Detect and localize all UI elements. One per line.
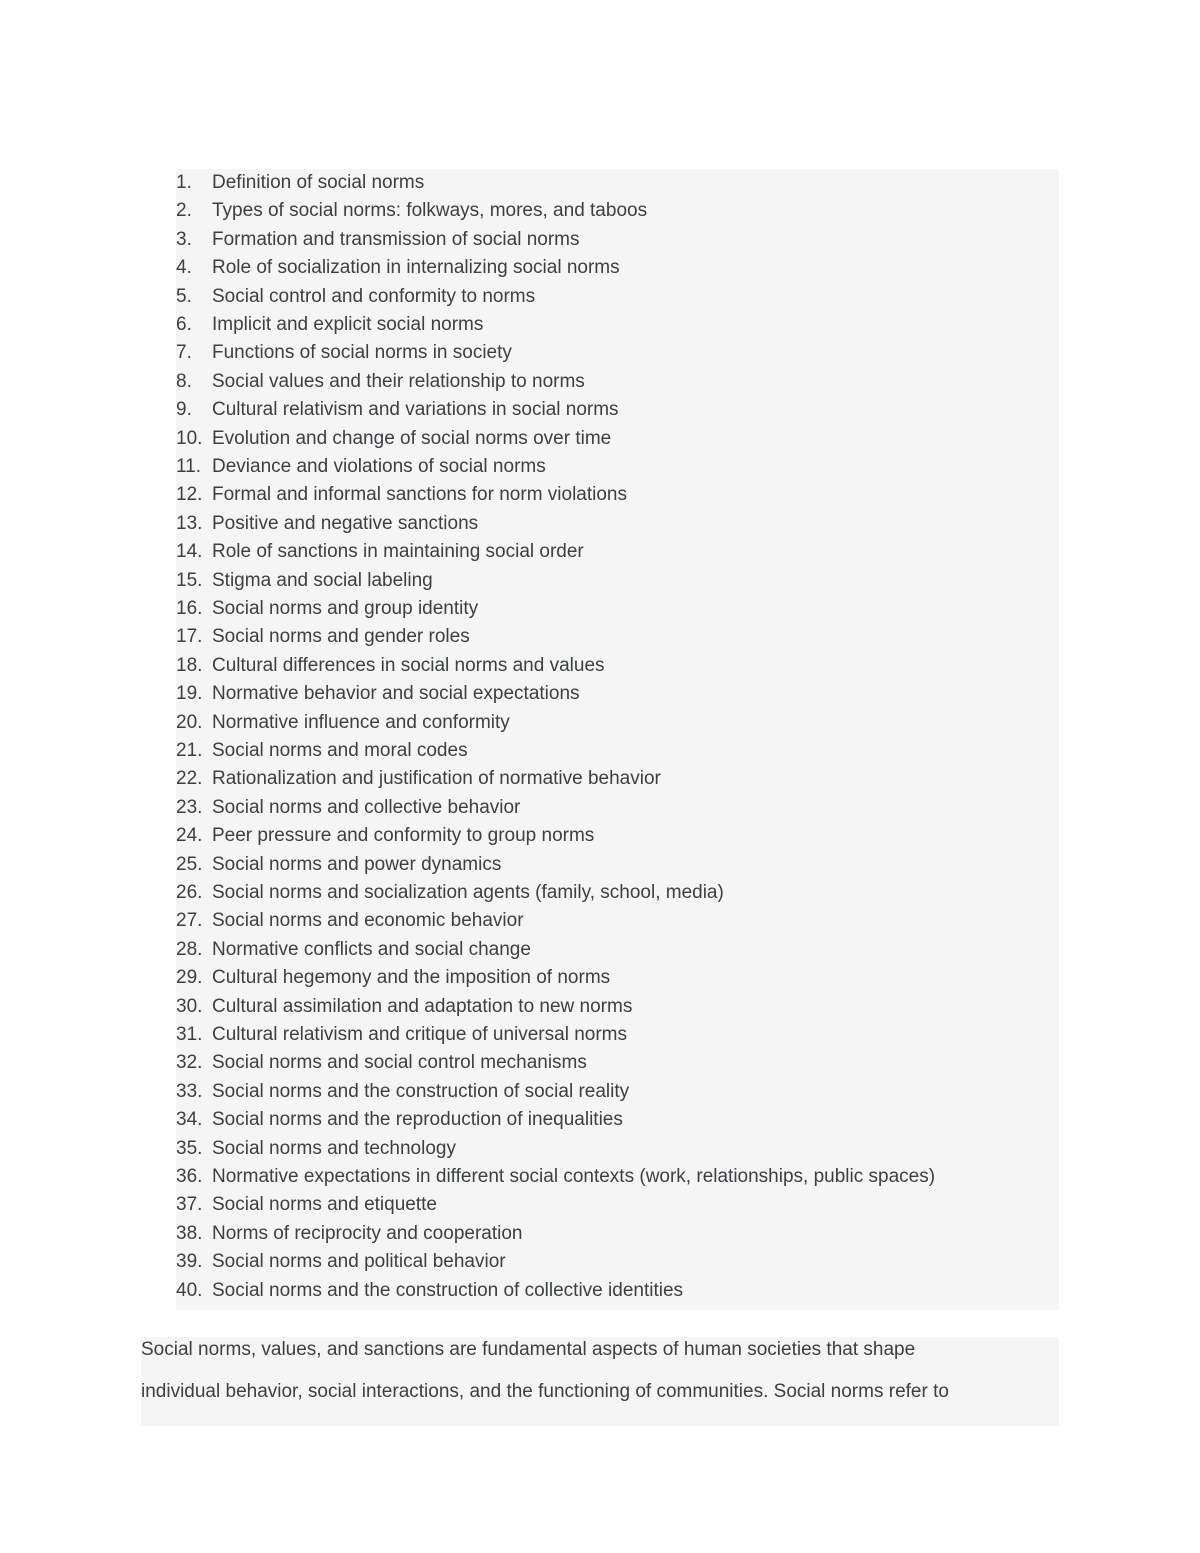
- list-item-number: 30.: [176, 995, 203, 1017]
- list-item-text: Normative influence and conformity: [212, 711, 510, 733]
- list-item: [176, 623, 470, 651]
- list-item: [176, 595, 478, 623]
- list-item-text: Social values and their relationship to norms: [212, 370, 585, 392]
- list-item: [176, 567, 433, 595]
- list-item-number: 5.: [176, 285, 192, 307]
- list-item-number: 7.: [176, 342, 192, 364]
- list-item-text: Social norms and the construction of collective identities: [212, 1279, 684, 1301]
- list-item-number: 12.: [176, 484, 203, 506]
- list-item-number: 38.: [176, 1222, 203, 1244]
- list-item-number: 1.: [176, 172, 192, 193]
- list-item: [176, 794, 520, 822]
- list-item: [176, 652, 605, 680]
- list-item: [176, 425, 611, 453]
- list-item-text: Cultural assimilation and adaptation to new norms: [212, 995, 633, 1017]
- list-item: [176, 1163, 935, 1191]
- list-item: [176, 481, 627, 509]
- list-item: [176, 1078, 629, 1106]
- list-item: [176, 169, 424, 197]
- list-item-text: Social norms and power dynamics: [212, 853, 502, 875]
- list-item-number: 14.: [176, 541, 203, 563]
- list-item: [176, 680, 580, 708]
- list-item-number: 24.: [176, 825, 203, 847]
- list-item-text: Rationalization and justification of normative behavior: [212, 768, 661, 790]
- list-item: [176, 709, 510, 737]
- list-item-number: 32.: [176, 1052, 203, 1074]
- list-item: [176, 1277, 683, 1305]
- list-item-number: 4.: [176, 257, 192, 279]
- list-item: [176, 1021, 627, 1049]
- list-item-number: 35.: [176, 1137, 203, 1159]
- list-item-number: 25.: [176, 853, 203, 875]
- list-item-text: Types of social norms: folkways, mores, and taboos: [212, 200, 648, 222]
- list-item-text: Positive and negative sanctions: [212, 512, 479, 534]
- list-item: [176, 822, 594, 850]
- list-item-number: 3.: [176, 228, 192, 250]
- list-item-text: Social norms and collective behavior: [212, 796, 521, 818]
- list-item: [176, 311, 483, 339]
- list-item-text: Social norms and economic behavior: [212, 910, 524, 932]
- list-item-number: 22.: [176, 768, 203, 790]
- list-item-text: Social norms and political behavior: [212, 1251, 506, 1273]
- list-item: [176, 964, 610, 992]
- list-item-number: 29.: [176, 967, 203, 989]
- list-item-number: 2.: [176, 200, 192, 222]
- list-item-text: Normative expectations in different social contexts (work, relationships, public spaces): [212, 1166, 936, 1187]
- list-item-number: 11.: [176, 456, 202, 477]
- list-item-number: 13.: [176, 512, 203, 534]
- list-item: [176, 510, 478, 538]
- paragraph-line-1: Social norms, values, and sanctions are fundamental aspects of human societies that shape: [141, 1339, 916, 1360]
- list-item-number: 39.: [176, 1251, 203, 1273]
- list-item: [176, 1191, 437, 1219]
- list-item-text: Role of socialization in internalizing social norms: [212, 257, 620, 279]
- list-item-text: Social norms and social control mechanisms: [212, 1052, 587, 1074]
- list-item-text: Social norms and the reproduction of inequalities: [212, 1109, 623, 1131]
- list-item-text: Peer pressure and conformity to group norms: [212, 825, 595, 847]
- list-item: [176, 737, 468, 765]
- list-item-text: Social norms and socialization agents (family, school, media): [212, 882, 724, 903]
- list-item-number: 19.: [176, 683, 203, 705]
- list-item-text: Norms of reciprocity and cooperation: [212, 1222, 523, 1244]
- list-item-number: 33.: [176, 1080, 203, 1102]
- list-item: [176, 936, 531, 964]
- list-item-number: 26.: [176, 882, 203, 903]
- list-item-text: Social norms and the construction of social reality: [212, 1080, 630, 1102]
- list-item: [176, 993, 632, 1021]
- list-item-text: Cultural hegemony and the imposition of norms: [212, 967, 611, 989]
- list-item: [176, 1220, 522, 1248]
- list-item-text: Cultural relativism and variations in social norms: [212, 399, 619, 421]
- list-item-text: Functions of social norms in society: [212, 342, 512, 364]
- list-item-text: Evolution and change of social norms over time: [212, 427, 612, 449]
- list-item: [176, 1248, 506, 1276]
- list-item: [176, 879, 724, 907]
- list-item-number: 37.: [176, 1194, 203, 1216]
- list-item-number: 16.: [176, 598, 203, 619]
- list-item-number: 23.: [176, 796, 203, 818]
- list-item-text: Stigma and social labeling: [212, 569, 433, 591]
- list-item-text: Social norms and gender roles: [212, 626, 470, 648]
- list-item-number: 9.: [176, 399, 192, 421]
- list-item-number: 21.: [176, 740, 203, 761]
- list-item: [176, 907, 524, 935]
- list-item-number: 6.: [176, 314, 192, 335]
- list-item: [176, 1049, 587, 1077]
- list-item-number: 8.: [176, 370, 192, 392]
- list-item-text: Social norms and etiquette: [212, 1194, 437, 1216]
- list-item-number: 20.: [176, 711, 203, 733]
- list-item-text: Formal and informal sanctions for norm violations: [212, 484, 628, 506]
- list-item-text: Social norms and technology: [212, 1137, 456, 1159]
- list-item-text: Definition of social norms: [212, 172, 425, 193]
- list-item: [176, 765, 661, 793]
- intro-paragraph: [141, 1337, 1059, 1426]
- list-item-number: 27.: [176, 910, 203, 932]
- list-item-text: Cultural relativism and critique of universal norms: [212, 1024, 627, 1045]
- list-item-text: Normative conflicts and social change: [212, 938, 531, 960]
- list-item-number: 15.: [176, 569, 203, 591]
- list-item-number: 28.: [176, 938, 203, 960]
- list-item: [176, 396, 619, 424]
- list-item-text: Deviance and violations of social norms: [212, 456, 546, 477]
- topic-list-block: [176, 169, 1059, 1310]
- list-item: [176, 851, 501, 879]
- list-item: [176, 1135, 456, 1163]
- paragraph-line-2: individual behavior, social interactions, and the functioning of communities. Social norms refer to: [141, 1381, 949, 1402]
- list-item-text: Role of sanctions in maintaining social order: [212, 541, 584, 563]
- list-item: [176, 368, 585, 396]
- list-item-text: Social control and conformity to norms: [212, 285, 536, 307]
- list-item-number: 36.: [176, 1166, 203, 1187]
- list-item: [176, 226, 579, 254]
- list-item-text: Implicit and explicit social norms: [212, 314, 484, 335]
- list-item-number: 31.: [176, 1024, 203, 1045]
- list-item: [176, 538, 584, 566]
- list-item: [176, 197, 647, 225]
- list-item-text: Formation and transmission of social norms: [212, 228, 580, 250]
- list-item-number: 17.: [176, 626, 203, 648]
- list-item-text: Social norms and moral codes: [212, 740, 468, 761]
- list-item-text: Normative behavior and social expectations: [212, 683, 580, 705]
- list-item: [176, 453, 546, 481]
- list-item-text: Social norms and group identity: [212, 598, 479, 619]
- list-item-number: 34.: [176, 1109, 203, 1131]
- list-item-number: 18.: [176, 654, 203, 676]
- list-item: [176, 339, 512, 367]
- list-item-text: Cultural differences in social norms and values: [212, 654, 605, 676]
- list-item: [176, 283, 535, 311]
- list-item: [176, 254, 620, 282]
- list-item-number: 10.: [176, 427, 203, 449]
- list-item-number: 40.: [176, 1279, 203, 1301]
- list-item: [176, 1106, 623, 1134]
